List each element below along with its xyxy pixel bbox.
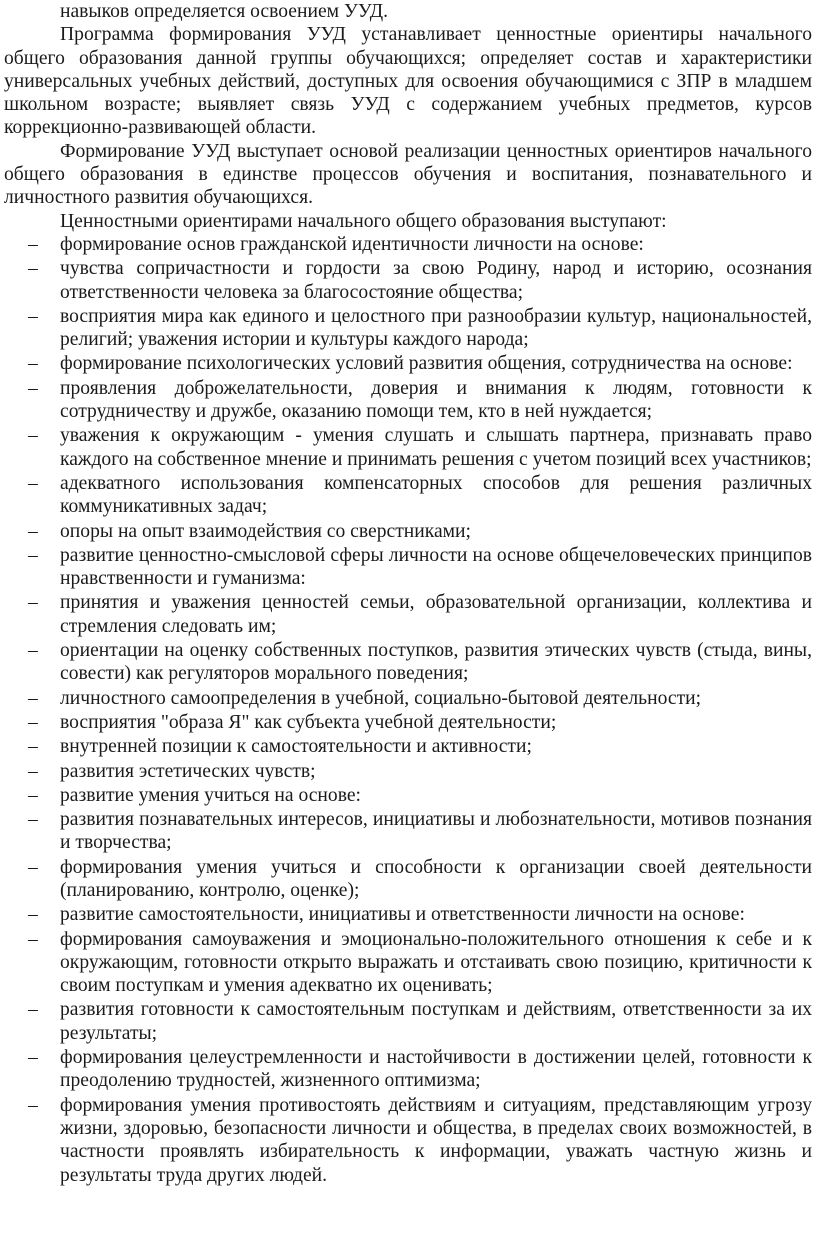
list-item-text: развитие самостоятельности, инициативы и ответственности личности на основе:	[60, 904, 745, 926]
list-item	[4, 928, 812, 998]
list-item-text: принятия и уважения ценностей семьи, образовательной организации, коллектива и стремления следовать им;	[60, 592, 812, 637]
list-item-text: формирования целеустремленности и настойчивости в достижении целей, готовности к преодолению трудностей, жизненного оптимизма;	[60, 1047, 812, 1092]
list-item	[4, 352, 812, 375]
dash-bullet-icon: –	[28, 904, 38, 926]
paragraph-value-orientations: Ценностными ориентирами начального общего образования выступают:	[60, 210, 667, 232]
list-item-text: ориентации на оценку собственных поступков, развития этических чувств (стыда, вины, совести) как регуляторов морального поведения;	[60, 640, 812, 685]
list-item	[4, 305, 812, 352]
dash-bullet-icon: –	[28, 760, 38, 782]
dash-bullet-icon: –	[28, 233, 38, 255]
list-item-text: уважения к окружающим - умения слушать и слышать партнера, признавать право каждого на собственное мнение и принимать решения с учетом позиций всех участников;	[60, 425, 812, 470]
list-item	[4, 544, 812, 591]
dash-bullet-icon: –	[28, 1047, 38, 1069]
list-item	[4, 784, 812, 807]
dash-bullet-icon: –	[28, 377, 38, 399]
list-item-text: адекватного использования компенсаторных способов для решения различных коммуникативных задач;	[60, 472, 812, 518]
list-item-text: внутренней позиции к самостоятельности и активности;	[60, 736, 532, 758]
list-item	[4, 808, 812, 855]
list-item	[4, 472, 812, 519]
dash-bullet-icon: –	[28, 425, 38, 447]
opening-line: навыков определяется освоением УУД.	[60, 1, 388, 22]
list-item	[4, 760, 812, 783]
dash-bullet-icon: –	[28, 353, 38, 375]
dash-bullet-icon: –	[28, 472, 38, 494]
list-item-text: развитие ценностно-смысловой сферы личности на основе общечеловеческих принципов нравственности и гуманизма:	[60, 544, 812, 590]
list-item-text: восприятия мира как единого и целостного при разнообразии культур, национальностей, религий; уважения истории и культуры каждого народа;	[60, 305, 812, 351]
list-item	[4, 1046, 812, 1093]
list-item	[4, 1094, 812, 1187]
list-item-text: развития готовности к самостоятельным поступкам и действиям, ответственности за их результаты;	[60, 999, 812, 1044]
list-item	[4, 591, 812, 638]
list-item	[4, 424, 812, 471]
list-item-text: проявления доброжелательности, доверия и внимания к людям, готовности к сотрудничеству и дружбе, оказанию помощи тем, кто в ней нуждается;	[60, 377, 812, 423]
dash-bullet-icon: –	[28, 640, 38, 662]
list-item-text: чувства сопричастности и гордости за свою Родину, народ и историю, осознания ответственности человека за благосостояние общества;	[60, 258, 812, 303]
dash-bullet-icon: –	[28, 687, 38, 709]
dash-bullet-icon: –	[28, 305, 38, 327]
list-item	[4, 998, 812, 1045]
paragraph-formation: Формирование УУД выступает основой реализации ценностных ориентиров начального общего образования в единстве процессов обучения и воспитания, познавательного и личностного развития обучающихся.	[4, 140, 812, 209]
list-item-text: развитие умения учиться на основе:	[60, 784, 361, 806]
dash-bullet-icon: –	[28, 544, 38, 566]
list-item-text: формирования умения противостоять действиям и ситуациям, представляющим угрозу жизни, здоровью, безопасности личности и общества, в пределах своих возможностей, в частности проявлять избирательность к информации, уважать частную жизнь и результаты труда других людей.	[60, 1094, 812, 1186]
list-item	[4, 639, 812, 686]
dash-bullet-icon: –	[28, 856, 38, 878]
list-item-text: формирования самоуважения и эмоционально-положительного отношения к себе и к окружающим, готовности открыто выражать и отстаивать свою позицию, критичности к своим поступкам и умения адекватно их оценивать;	[60, 928, 812, 997]
dash-bullet-icon: –	[28, 784, 38, 806]
list-item	[4, 903, 812, 926]
dash-bullet-icon: –	[28, 258, 38, 280]
list-item	[4, 711, 812, 734]
list-item-text: формирование основ гражданской идентичности личности на основе:	[60, 233, 644, 255]
list-item-text: развития познавательных интересов, инициативы и любознательности, мотивов познания и творчества;	[60, 809, 812, 854]
list-item-text: развития эстетических чувств;	[60, 760, 316, 782]
dash-bullet-icon: –	[28, 928, 38, 950]
dash-bullet-icon: –	[28, 809, 38, 831]
list-item-text: формирование психологических условий развития общения, сотрудничества на основе:	[60, 353, 793, 375]
list-item	[4, 735, 812, 758]
list-item-text: восприятия "образа Я" как субъекта учебной деятельности;	[60, 711, 557, 733]
list-item	[4, 233, 812, 256]
dash-bullet-icon: –	[28, 1094, 38, 1116]
dash-bullet-icon: –	[28, 736, 38, 758]
dash-bullet-icon: –	[28, 520, 38, 542]
list-item	[4, 856, 812, 903]
value-orientations-list	[4, 233, 812, 1187]
list-item	[4, 377, 812, 424]
dash-bullet-icon: –	[28, 592, 38, 614]
list-item-text: личностного самоопределения в учебной, социально-бытовой деятельности;	[60, 687, 702, 709]
list-item-text: опоры на опыт взаимодействия со сверстниками;	[60, 520, 471, 542]
list-item-text: формирования умения учиться и способности к организации своей деятельности (планированию, контролю, оценке);	[60, 856, 812, 901]
list-item	[4, 520, 812, 543]
dash-bullet-icon: –	[28, 711, 38, 733]
dash-bullet-icon: –	[28, 999, 38, 1021]
list-item	[4, 257, 812, 304]
paragraph-program: Программа формирования УУД устанавливает ценностные ориентиры начального общего образования данной группы обучающихся; определяет состав и характеристики универсальных учебных действий, доступных для освоения обучающимися с ЗПР в младшем школьном возрасте; выявляет связь УУД с содержанием учебных предметов, курсов коррекционно-развивающей области.	[4, 24, 812, 139]
list-item	[4, 687, 812, 710]
